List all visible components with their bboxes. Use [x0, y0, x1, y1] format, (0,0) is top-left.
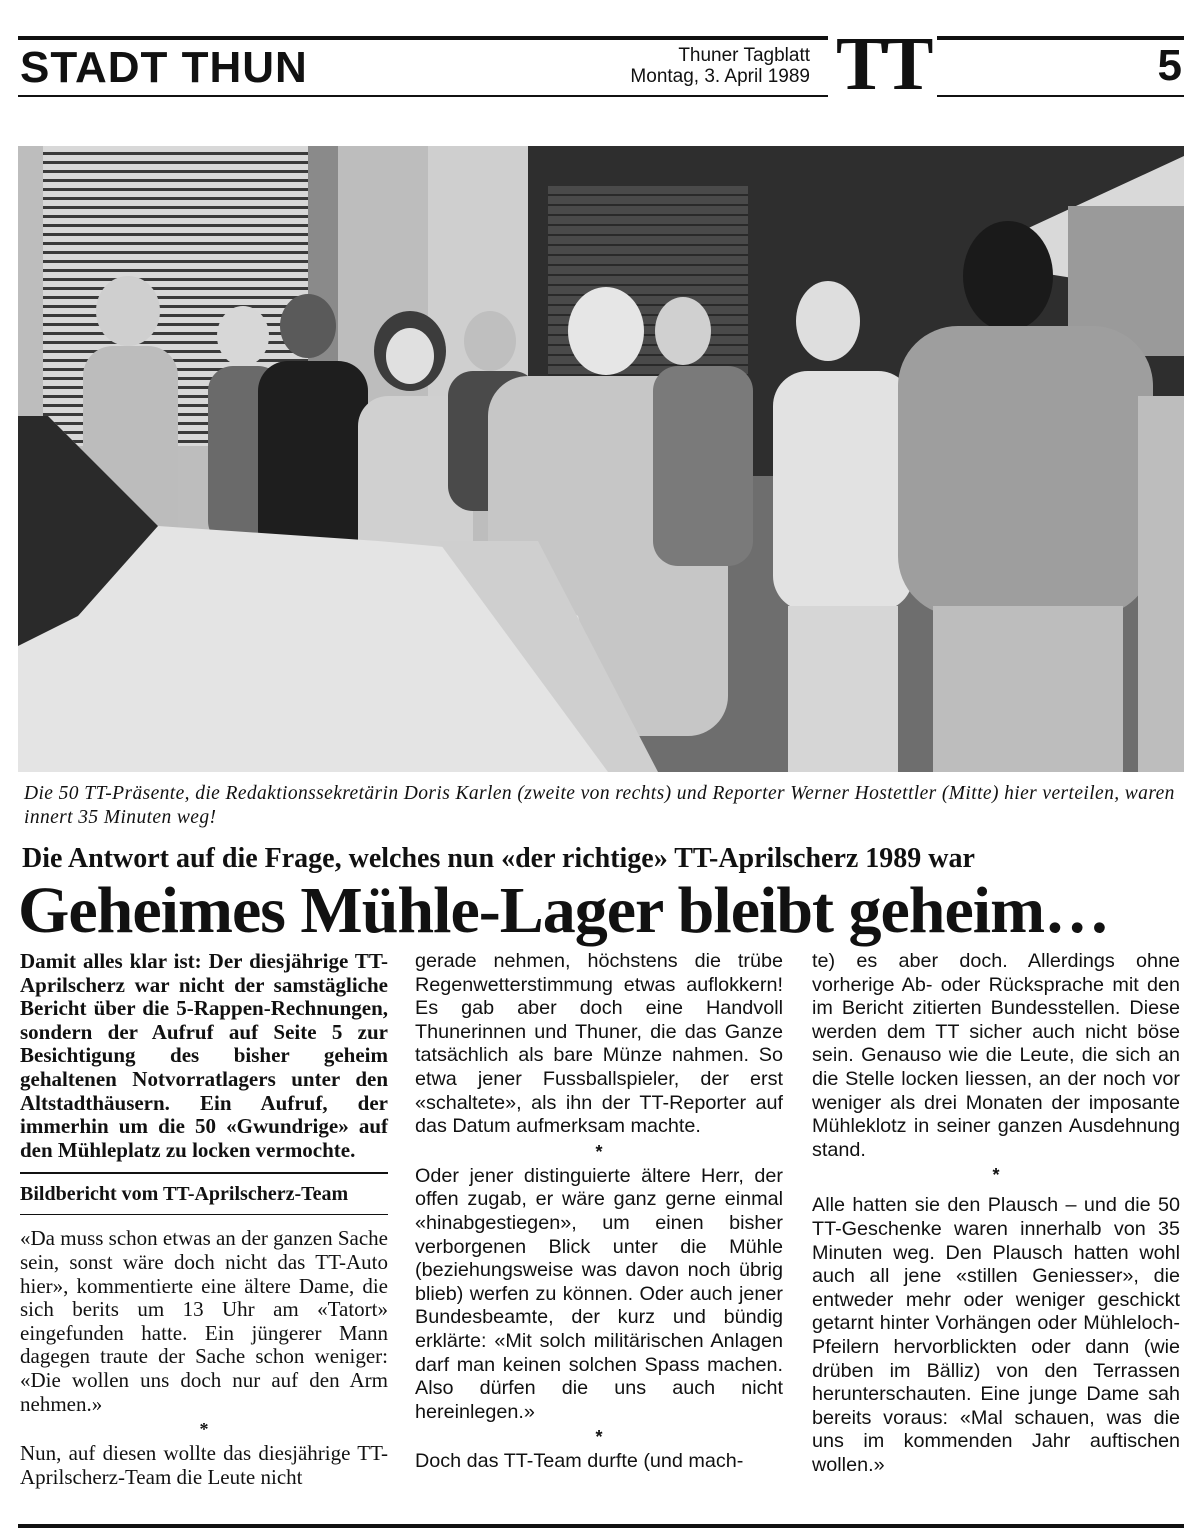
paragraph: gerade nehmen, höchstens die trübe Regenwetterstimmung etwas auflokkern! Es gab aber doch eine Handvoll Thunerinnen und Thuner, die das Ganze tatsächlich als bare Münze nahmen. So etwa jener Fussballspieler, der erst «schaltete», als ihn der TT-Reporter auf das Datum aufmerksam machte.: [415, 950, 783, 1138]
tt-logo: TT: [828, 28, 937, 100]
paragraph: Nun, auf diesen wollte das diesjährige TT-Aprilscherz-Team die Leute nicht: [20, 1441, 388, 1489]
paper-name: Thuner Tagblatt: [678, 45, 810, 66]
section-break: *: [595, 1141, 603, 1162]
masthead-bottom-rule: [18, 95, 1184, 97]
article-lead: Damit alles klar ist: Der diesjährige TT-Aprilscherz war nicht der samstägliche Bericht über die 5-Rappen-Rechnungen, sondern der Aufruf auf Seite 5 zur Besichtigung des bisher geheim gehaltenen Notvorratlagers unter den Altstadthäusern. Ein Aufruf, der immerhin um die 50 «Gwundrige» auf den Mühleplatz zu locken vermochte.: [20, 949, 388, 1162]
article-kicker: Die Antwort auf die Frage, welches nun «der richtige» TT-Aprilscherz 1989 war: [22, 843, 975, 874]
article-headline: Geheimes Mühle-Lager bleibt geheim…: [18, 874, 1110, 947]
paragraph: «Da muss schon etwas an der ganzen Sache sein, sonst wäre doch nicht das TT-Auto hier», kommentierte eine ältere Dame, die sich berits um 13 Uhr am «Tatort» eingefunden hatte. Ein jüngerer Mann dagegen traute der Sache schon weniger: «Die wollen uns doch nur auf den Arm nehmen.»: [20, 1226, 388, 1416]
news-photo: [18, 146, 1184, 772]
column-1: [20, 950, 388, 1489]
page-number: 5: [1157, 41, 1182, 90]
paragraph: Oder jener distinguierte ältere Herr, der offen zugab, er wäre ganz gerne einmal «hinabgestiegen», um einen bisher verborgenen Blick unter die Mühle (beziehungsweise was davon noch übrig blieb) werfen zu können. Oder auch jener Bundesbeamte, der kurz und bündig erklärte: «Mit solch militärischen Anlagen darf man keinen solchen Spass machen. Also dürfen die uns auch nicht hereinlegen.»: [415, 1164, 783, 1423]
article-byline: Bildbericht vom TT-Aprilscherz-Team: [20, 1183, 349, 1206]
issue-date: Montag, 3. April 1989: [630, 66, 810, 87]
masthead-top-rule: [18, 36, 1184, 40]
section-title: STADT THUN: [20, 43, 308, 92]
column-2: [415, 950, 783, 1474]
masthead: [18, 22, 1184, 106]
paragraph: Alle hatten sie den Plausch – und die 50 TT-Geschenke waren innerhalb von 35 Minuten weg. Den Plausch hatten wohl auch all jene «stillen Geniesser», die entweder mehr oder weniger geschickt getarnt hinter Vorhängen oder Mühleloch-Pfeilern hervorblickten oder dann (wie drüben im Bälliz) von den Terrassen herunterschauten. Eine junge Dame sah bereits voraus: «Mal schauen, was die uns im kommenden Jahr auftischen wollen.»: [812, 1194, 1180, 1476]
byline-rule: [20, 1214, 388, 1215]
photo-caption: Die 50 TT-Präsente, die Redaktionssekretärin Doris Karlen (zweite von rechts) und Reporter Werner Hostettler (Mitte) hier verteilen, waren innert 35 Minuten weg!: [24, 783, 1175, 828]
section-break: *: [992, 1165, 1000, 1186]
paragraph: te) es aber doch. Allerdings ohne vorherige Ab- oder Rücksprache mit den im Bericht zitierten Bundesstellen. Diese werden dem TT sicher auch nicht böse sein. Genauso wie die Leute, die sich an die Stelle locken liessen, an der noch vor weniger als drei Monaten der imposante Mühleklotz in seiner ganzen Ausdehnung stand.: [812, 950, 1180, 1161]
section-break: *: [595, 1427, 603, 1448]
footer-rule: [18, 1524, 1184, 1528]
section-break: *: [199, 1419, 209, 1440]
column-3: [812, 950, 1180, 1477]
lead-divider: [20, 1172, 388, 1174]
paper-info: [578, 45, 810, 87]
paragraph: Doch das TT-Team durfte (und mach-: [415, 1450, 744, 1473]
